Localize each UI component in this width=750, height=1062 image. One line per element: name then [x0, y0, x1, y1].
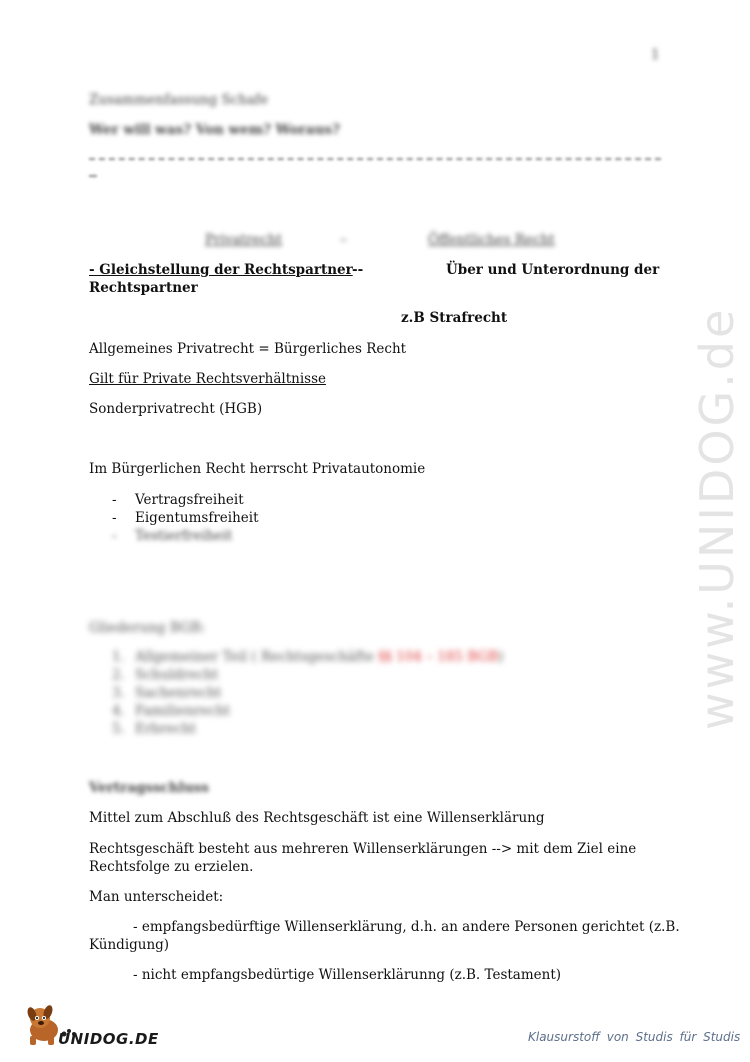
document-question: Wer will was? Von wem? Woraus?: [89, 122, 340, 138]
vertrag-paragraph-5: - nicht empfangsbedürtige Willenserklärunng (z.B. Testament): [133, 967, 562, 983]
rechtspartner-text: Rechtspartner: [89, 280, 198, 296]
strafrecht-example: z.B Strafrecht: [401, 310, 508, 326]
ordered-list-item: Schuldrecht: [135, 667, 219, 683]
list-item: Eigentumsfreiheit: [135, 510, 259, 526]
heading-privatrecht: Privatrecht: [205, 232, 283, 248]
ordered-list-number: 1.: [112, 649, 125, 665]
vertragsschluss-title: Vertragsschluss: [89, 780, 209, 796]
list-item: Testierfreiheit: [135, 528, 233, 544]
unterordnung-text: Über und Unterordnung der: [446, 262, 660, 278]
allgemeines-privatrecht: Allgemeines Privatrecht = Bürgerliches Recht: [89, 341, 407, 357]
gliederung-item-end: ): [498, 649, 504, 665]
list-bullet: -: [112, 510, 117, 526]
ordered-list-number: 2.: [112, 667, 125, 683]
page-number: 1: [651, 47, 660, 63]
gliederung-title: Gliederung BGB:: [89, 620, 206, 636]
gliederung-item-text: Allgemeiner Teil ( Rechtsgeschäfte: [135, 649, 379, 665]
watermark-text: www.UNIDOG.de: [690, 306, 744, 730]
vertrag-paragraph-2a: Rechtsgeschäft besteht aus mehreren Willenserklärungen --> mit dem Ziel eine: [89, 841, 637, 857]
heading-oeffentliches-recht: Öffentliches Recht: [428, 232, 555, 248]
document-title: Zusammenfassung Schafe: [89, 92, 269, 108]
vertrag-paragraph-4b: Kündigung): [89, 937, 170, 953]
heading-separator: –: [340, 232, 347, 248]
dashed-separator-tail: [89, 175, 97, 177]
ordered-list-number: 5.: [112, 721, 125, 737]
ordered-list-item: Sachenrecht: [135, 685, 222, 701]
vertrag-paragraph-1: Mittel zum Abschluß des Rechtsgeschäft ist eine Willenserklärung: [89, 810, 545, 826]
gleichstellung-text: - Gleichstellung der Rechtspartner: [89, 262, 353, 278]
gilt-fuer-private: Gilt für Private Rechtsverhältnisse: [89, 371, 326, 387]
vertrag-paragraph-2b: Rechtsfolge zu erzielen.: [89, 859, 254, 875]
list-bullet: -: [112, 528, 117, 544]
list-item: Vertragsfreiheit: [135, 492, 244, 508]
comparison-dash: --: [352, 262, 364, 278]
vertrag-paragraph-3: Man unterscheidet:: [89, 889, 224, 905]
ordered-list-item: [135, 648, 503, 666]
dashed-separator: [89, 158, 661, 160]
ordered-list-number: 3.: [112, 685, 125, 701]
paragraph-reference: §§ 104 – 185 BGB: [378, 649, 499, 665]
sonderprivatrecht: Sonderprivatrecht (HGB): [89, 401, 263, 417]
ordered-list-item: Erbrecht: [135, 721, 197, 737]
ordered-list-number: 4.: [112, 703, 125, 719]
vertrag-paragraph-4a: - empfangsbedürftige Willenserklärung, d.h. an andere Personen gerichtet (z.B.: [133, 919, 680, 935]
footer-slogan: Klausurstoff von Studis für Studis: [528, 1030, 741, 1044]
list-bullet: -: [112, 492, 117, 508]
unidog-logo-text: UNIDOG.DE: [58, 1030, 159, 1048]
privatautonomie: Im Bürgerlichen Recht herrscht Privatautonomie: [89, 461, 426, 477]
ordered-list-item: Familienrecht: [135, 703, 231, 719]
